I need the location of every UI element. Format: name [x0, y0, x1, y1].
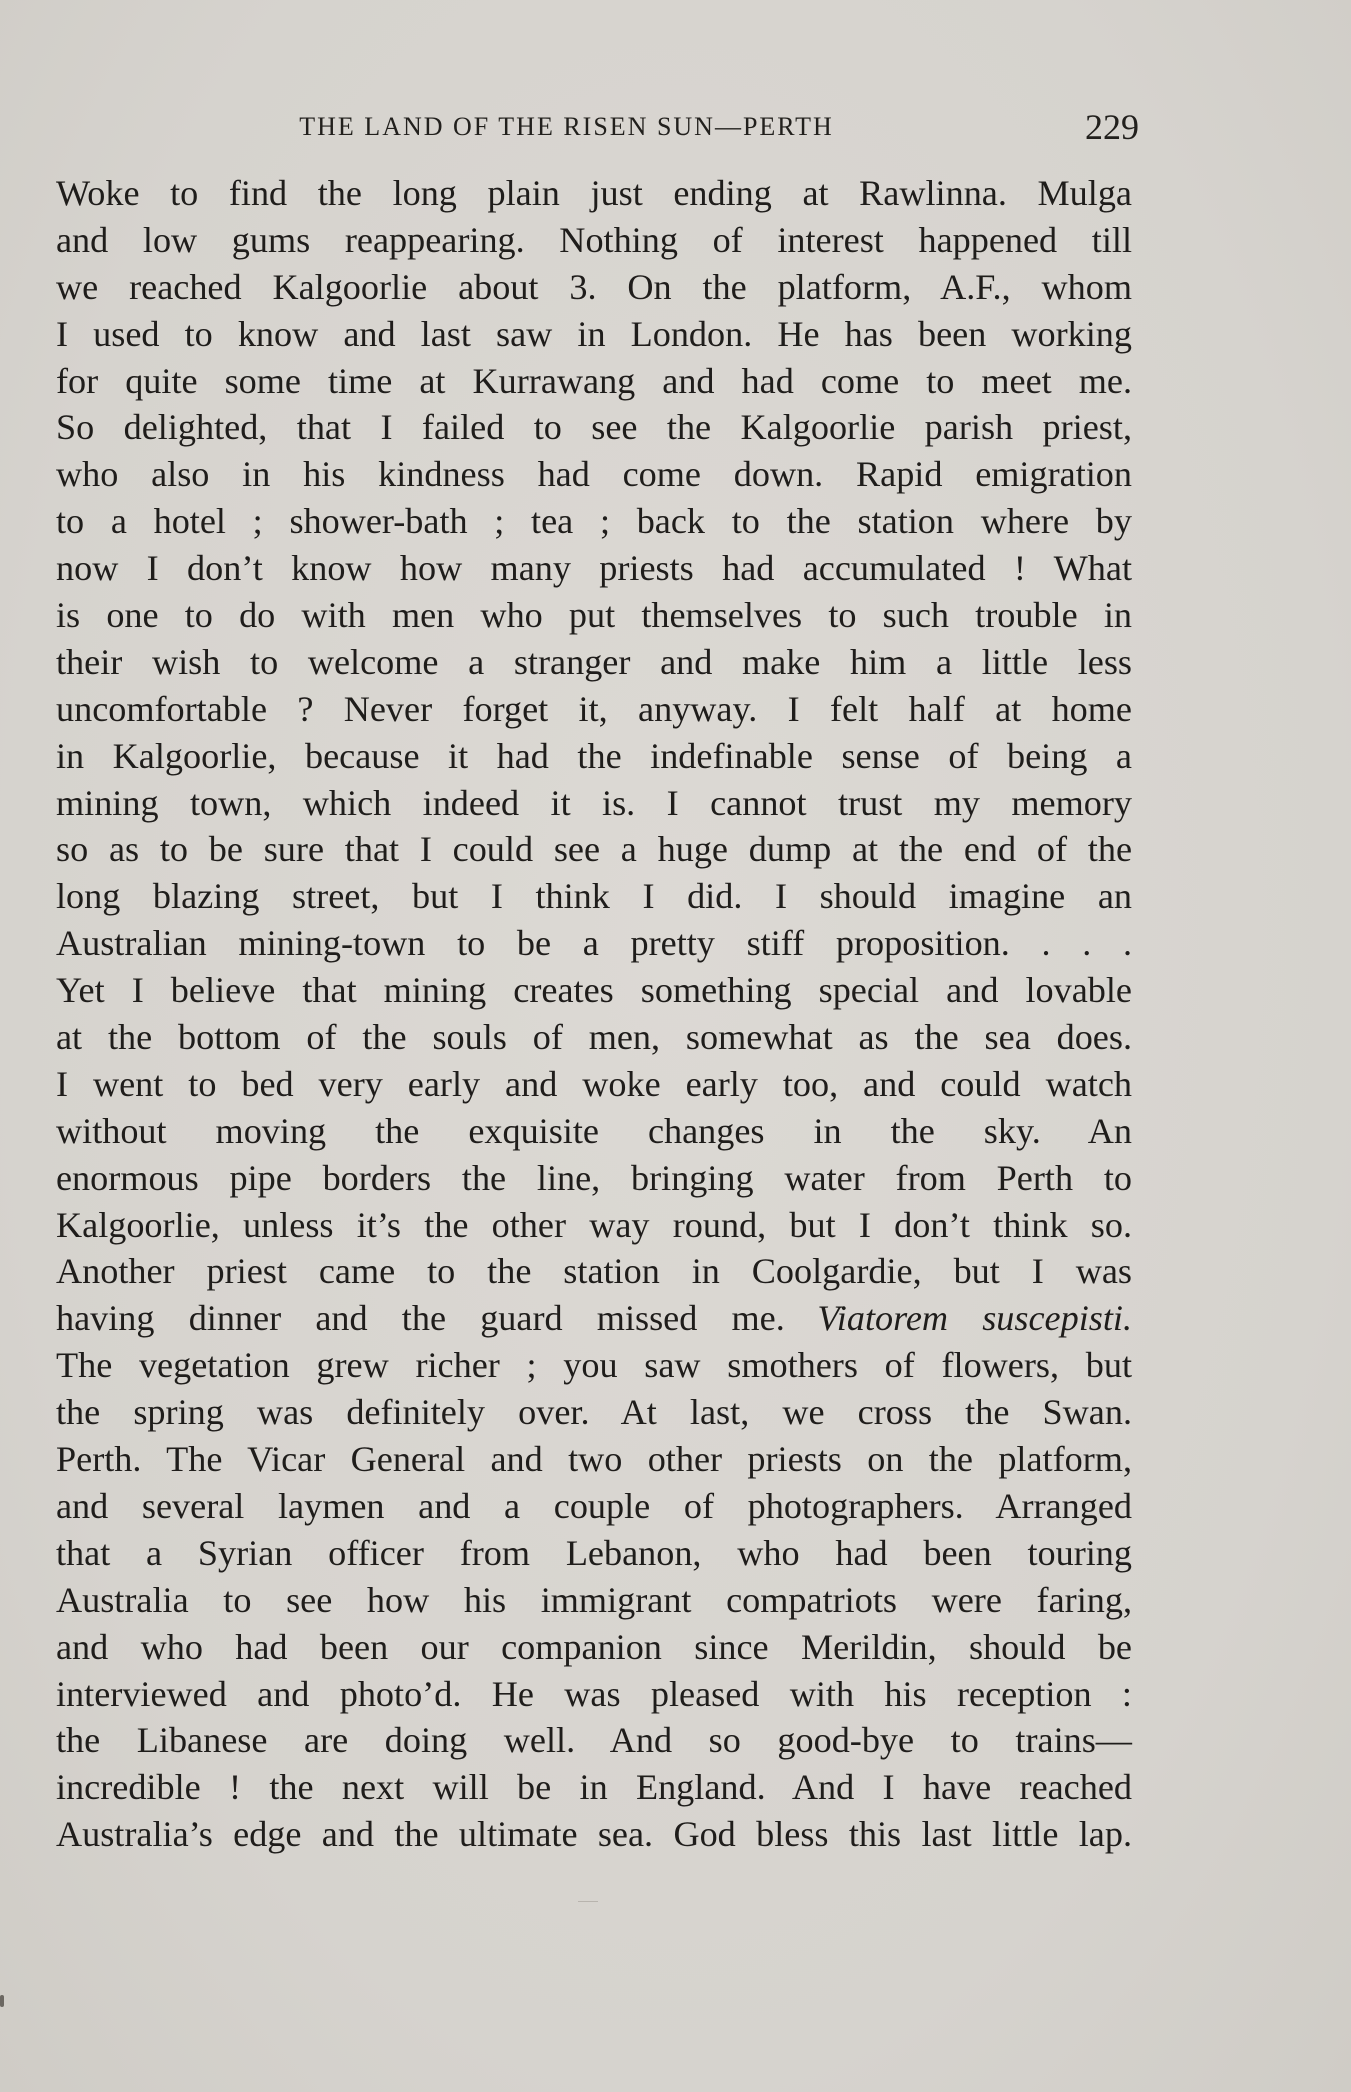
text-line-start: having dinner and the guard missed me.: [56, 1298, 785, 1339]
text-line: So delighted, that I failed to see the Kalgoorlie parish priest,: [56, 407, 1132, 448]
text-line: Kalgoorlie, unless it’s the other way round, but I don’t think so.: [56, 1204, 1132, 1245]
text-line: Australia to see how his immigrant compatriots were faring,: [56, 1579, 1132, 1620]
text-line: enormous pipe borders the line, bringing water from Perth to: [56, 1157, 1132, 1198]
text-line: now I don’t know how many priests had accumulated ! What: [56, 548, 1132, 589]
text-line: to a hotel ; shower-bath ; tea ; back to the station where by: [56, 501, 1132, 542]
text-line: so as to be sure that I could see a huge dump at the end of the: [56, 829, 1132, 870]
text-line: Another priest came to the station in Coolgardie, but I was: [56, 1251, 1132, 1292]
text-line: I went to bed very early and woke early too, and could watch: [56, 1063, 1132, 1104]
text-line: The vegetation grew richer ; you saw smothers of flowers, but: [56, 1345, 1132, 1386]
text-line: Yet I believe that mining creates something special and lovable: [56, 970, 1132, 1011]
text-line-with-italic: [56, 1295, 1132, 1342]
text-line: is one to do with men who put themselves to such trouble in: [56, 595, 1132, 636]
text-line: the spring was definitely over. At last, we cross the Swan.: [56, 1392, 1132, 1433]
text-line: I used to know and last saw in London. He has been working: [56, 313, 1132, 354]
text-line: uncomfortable ? Never forget it, anyway. I felt half at home: [56, 688, 1132, 729]
running-header: [56, 107, 1139, 148]
text-line: long blazing street, but I think I did. I should imagine an: [56, 876, 1132, 917]
edge-mark: [0, 1995, 4, 2007]
text-line: Australia’s edge and the ultimate sea. God bless this last little lap.: [56, 1814, 1132, 1855]
text-line: their wish to welcome a stranger and make him a little less: [56, 641, 1132, 682]
footer-mark: [578, 1901, 598, 1902]
body-text: [56, 170, 1132, 1858]
text-line: Woke to find the long plain just ending at Rawlinna. Mulga: [56, 173, 1132, 213]
text-line: interviewed and photo’d. He was pleased with his reception :: [56, 1673, 1132, 1714]
text-line: Australian mining-town to be a pretty stiff proposition. . . .: [56, 923, 1132, 964]
text-line: in Kalgoorlie, because it had the indefinable sense of being a: [56, 735, 1132, 776]
text-line: without moving the exquisite changes in the sky. An: [56, 1110, 1132, 1151]
page-number: 229: [1085, 107, 1139, 147]
text-line: at the bottom of the souls of men, somewhat as the sea does.: [56, 1017, 1132, 1058]
text-line: incredible ! the next will be in England. And I have reached: [56, 1767, 1132, 1808]
running-title: THE LAND OF THE RISEN SUN—PERTH: [299, 112, 834, 141]
text-line: that a Syrian officer from Lebanon, who had been touring: [56, 1532, 1132, 1573]
text-line: and who had been our companion since Merildin, should be: [56, 1626, 1132, 1667]
text-line: and low gums reappearing. Nothing of interest happened till: [56, 219, 1132, 260]
text-line: who also in his kindness had come down. Rapid emigration: [56, 454, 1132, 495]
text-line: the Libanese are doing well. And so good-bye to trains—: [56, 1720, 1132, 1761]
italic-phrase: Viatorem suscepisti.: [817, 1298, 1132, 1339]
text-line: Perth. The Vicar General and two other priests on the platform,: [56, 1439, 1132, 1480]
text-line: and several laymen and a couple of photographers. Arranged: [56, 1485, 1132, 1526]
text-line: mining town, which indeed it is. I cannot trust my memory: [56, 782, 1132, 823]
text-line: for quite some time at Kurrawang and had come to meet me.: [56, 360, 1132, 401]
text-line: we reached Kalgoorlie about 3. On the platform, A.F., whom: [56, 266, 1132, 307]
